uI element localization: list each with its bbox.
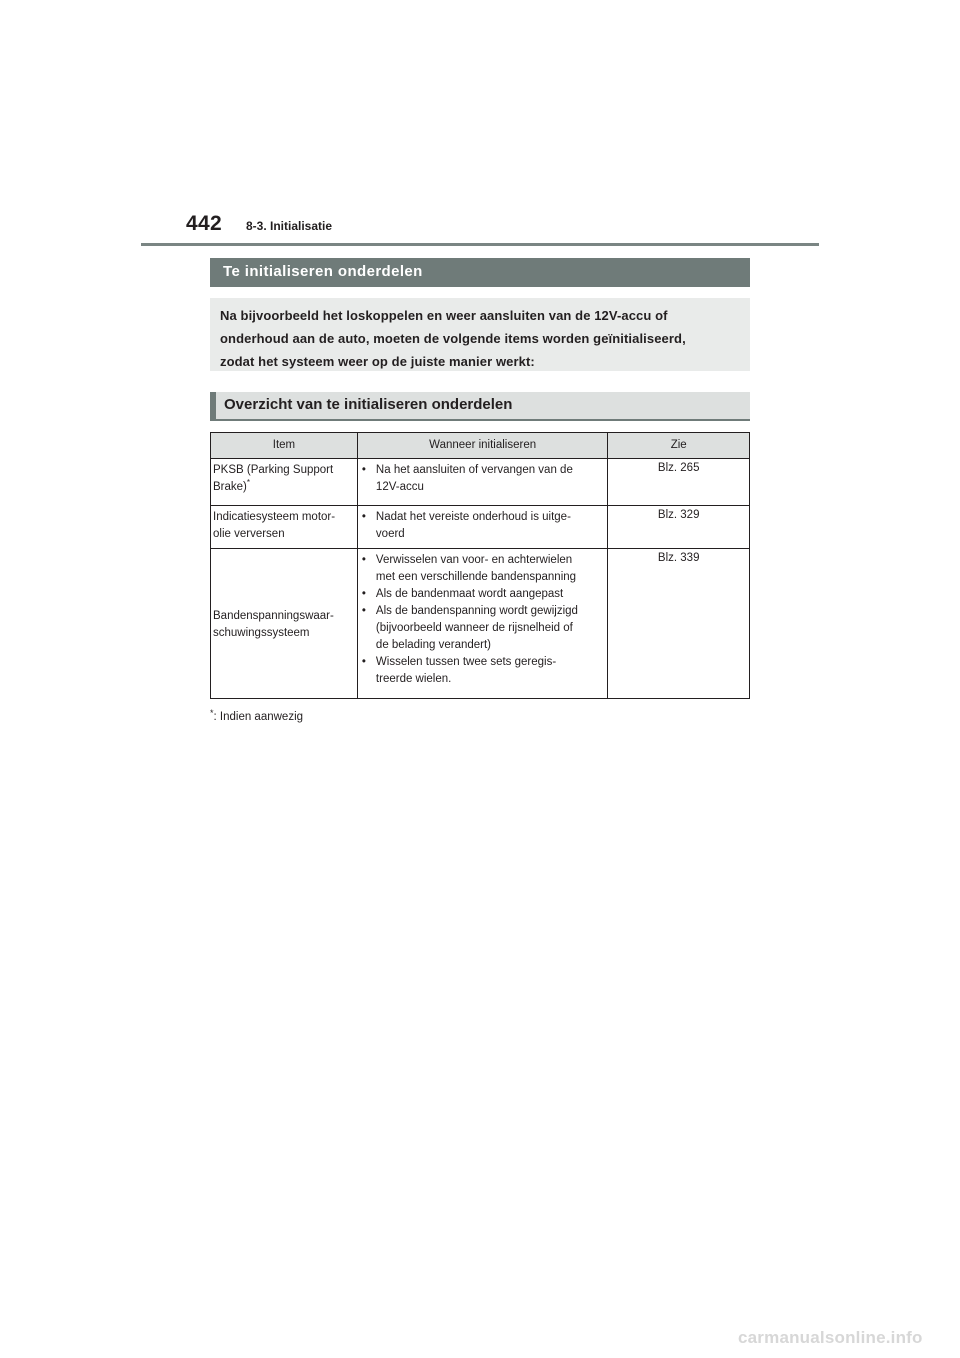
initialisation-table xyxy=(210,432,750,699)
when-cell xyxy=(357,459,607,506)
footnote xyxy=(210,705,303,726)
column-header-item: Item xyxy=(211,433,358,459)
table-row xyxy=(211,549,750,699)
header-divider xyxy=(141,243,819,246)
item-cell xyxy=(211,549,358,699)
reference-cell: Blz. 339 xyxy=(608,549,750,699)
table-row xyxy=(211,459,750,506)
reference-cell: Blz. 265 xyxy=(608,459,750,506)
item-cell xyxy=(211,459,358,506)
bullet-line: treerde wielen. xyxy=(375,673,452,685)
footnote-marker: * xyxy=(246,478,250,488)
sub-heading: Overzicht van te initialiseren onderdelen xyxy=(210,392,750,421)
watermark: carmanualsonline.info xyxy=(738,1328,923,1347)
bullet-line: • Als de bandenmaat wordt aangepast xyxy=(375,588,564,600)
bullet-line: • Verwisselen van voor- en achterwielen xyxy=(375,554,573,566)
bullet-line: met een verschillende bandenspanning xyxy=(375,571,577,583)
item-line: Indicatiesysteem motor- xyxy=(213,511,336,523)
reference-cell: Blz. 329 xyxy=(608,506,750,549)
list-item xyxy=(361,462,603,496)
intro-box xyxy=(210,298,750,371)
item-line: Bandenspanningswaar- xyxy=(213,610,334,622)
intro-line: onderhoud aan de auto, moeten de volgende items worden geïnitialiseerd, xyxy=(220,331,686,346)
page-number: 442 xyxy=(186,212,222,235)
item-line: schuwingssysteem xyxy=(213,627,310,639)
table-row xyxy=(211,506,750,549)
list-item xyxy=(361,509,603,543)
list-item xyxy=(361,586,603,603)
bullet-line: (bijvoorbeeld wanneer de rijsnelheid of xyxy=(375,622,573,634)
when-cell xyxy=(357,549,607,699)
bullet-line: • Wisselen tussen twee sets geregis- xyxy=(375,656,557,668)
table-header-row xyxy=(211,433,750,459)
item-cell xyxy=(211,506,358,549)
list-item xyxy=(361,552,603,586)
intro-line: zodat het systeem weer op de juiste manier werkt: xyxy=(220,354,535,369)
bullet-line: 12V-accu xyxy=(375,481,424,493)
when-cell xyxy=(357,506,607,549)
footnote-text: : Indien aanwezig xyxy=(213,711,304,723)
bullet-line: • Na het aansluiten of vervangen van de xyxy=(375,464,573,476)
item-line: olie verversen xyxy=(213,528,285,540)
list-item xyxy=(361,654,603,688)
intro-line: Na bijvoorbeeld het loskoppelen en weer aansluiten van de 12V-accu of xyxy=(220,308,668,323)
column-header-when: Wanneer initialiseren xyxy=(357,433,607,459)
bullet-line: • Als de bandenspanning wordt gewijzigd xyxy=(375,605,578,617)
bullet-line: de belading verandert) xyxy=(375,639,492,651)
item-line: PKSB (Parking Support xyxy=(213,464,334,476)
list-item xyxy=(361,603,603,654)
section-title: 8-3. Initialisatie xyxy=(246,219,333,233)
bullet-line: voerd xyxy=(375,528,405,540)
column-header-reference: Zie xyxy=(608,433,750,459)
main-heading: Te initialiseren onderdelen xyxy=(210,258,750,287)
item-line: Brake) xyxy=(213,481,247,493)
bullet-line: • Nadat het vereiste onderhoud is uitge- xyxy=(375,511,571,523)
footnote-marker: * xyxy=(210,708,214,718)
